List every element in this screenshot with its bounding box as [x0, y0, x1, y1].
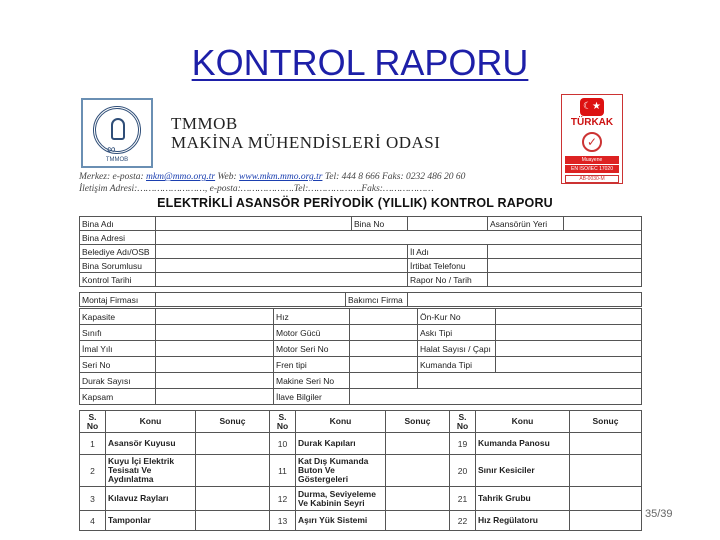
item-result [386, 433, 450, 455]
label-bina-no: Bina No [352, 217, 408, 231]
value-kapasite [156, 309, 274, 325]
item-result [196, 433, 270, 455]
label-makine-seri: Makine Seri No [274, 373, 350, 389]
table-row [80, 341, 642, 357]
item-result [196, 487, 270, 511]
value-aski-tipi [496, 325, 642, 341]
label-kumanda-tipi: Kumanda Tipi [418, 357, 496, 373]
value-hiz [350, 309, 418, 325]
value-ilave [350, 389, 642, 405]
inspection-items-table [79, 410, 642, 531]
form-title: ELEKTRİKLİ ASANSÖR PERİYODİK (YILLIK) KONTROL RAPORU [157, 196, 553, 210]
item-no: 1 [80, 433, 106, 455]
value-halat [496, 341, 642, 357]
header-konu: Konu [296, 411, 386, 433]
value-irtibat [488, 259, 642, 273]
logo-infinity-icon: ∞ [107, 142, 116, 156]
value-onkur [496, 309, 642, 325]
contact-prefix: Merkez: e-posta: [79, 172, 144, 182]
label-kapasite: Kapasite [80, 309, 156, 325]
turkak-accreditation-logo [561, 94, 623, 184]
label-motor-seri: Motor Seri No [274, 341, 350, 357]
contact-line-2: İletişim Adresi:……………………, e-posta:……………….Tel:……………….Faks:……………… [79, 184, 434, 194]
item-topic: Aşırı Yük Sistemi [296, 511, 386, 531]
table-row [80, 217, 642, 231]
label-il-adi: İl Adı [408, 245, 488, 259]
label-hiz: Hız [274, 309, 350, 325]
label-durak-sayisi: Durak Sayısı [80, 373, 156, 389]
item-result [570, 511, 642, 531]
organization-name [171, 114, 440, 152]
label-onkur: Ön-Kur No [418, 309, 496, 325]
header-konu: Konu [106, 411, 196, 433]
item-no: 4 [80, 511, 106, 531]
label-motor-gucu: Motor Gücü [274, 325, 350, 341]
item-no: 20 [450, 455, 476, 487]
contact-phone: Tel: 444 8 666 Faks: 0232 486 20 60 [324, 172, 466, 182]
turkak-code: AB-0030-M [565, 175, 619, 183]
item-no: 12 [270, 487, 296, 511]
org-line-1: TMMOB [171, 114, 238, 133]
technical-info-table [79, 308, 642, 405]
org-line-2: MAKİNA MÜHENDİSLERİ ODASI [171, 133, 441, 152]
item-topic: Sınır Kesiciler [476, 455, 570, 487]
value-fren-tipi [350, 357, 418, 373]
value-bina-sorumlusu [156, 259, 408, 273]
turkak-brand: TÜRKAK [570, 117, 614, 128]
label-bina-adi: Bina Adı [80, 217, 156, 231]
value-kontrol-tarihi [156, 273, 408, 287]
logo-caption: TMMOB [105, 157, 129, 163]
label-bakimci: Bakımcı Firma [346, 293, 408, 307]
table-row [80, 511, 642, 531]
contact-web-label: Web: [217, 172, 237, 182]
table-row [80, 273, 642, 287]
value-motor-gucu [350, 325, 418, 341]
value-seri-no [156, 357, 274, 373]
item-no: 22 [450, 511, 476, 531]
contact-email-link[interactable]: mkm@mmo.org.tr [146, 172, 216, 182]
value-makine-seri-extra [418, 373, 642, 389]
value-bina-adresi [156, 231, 642, 245]
slide-title-text: KONTROL RAPORU [191, 42, 529, 83]
report-document [75, 92, 645, 532]
table-row [80, 293, 642, 307]
table-row [80, 433, 642, 455]
label-ilave: İlave Bilgiler [274, 389, 350, 405]
header-konu: Konu [476, 411, 570, 433]
table-row [80, 245, 642, 259]
item-result [386, 487, 450, 511]
item-result [386, 511, 450, 531]
item-no: 2 [80, 455, 106, 487]
header-sonuc: Sonuç [386, 411, 450, 433]
logo-emblem-icon [111, 118, 125, 140]
label-bina-sorumlusu: Bina Sorumlusu [80, 259, 156, 273]
value-kumanda-tipi [496, 357, 642, 373]
item-result [196, 455, 270, 487]
item-result [386, 455, 450, 487]
label-kontrol-tarihi: Kontrol Tarihi [80, 273, 156, 287]
value-sinifi [156, 325, 274, 341]
item-topic: Durak Kapıları [296, 433, 386, 455]
checkmark-icon: ✓ [582, 132, 602, 152]
label-fren-tipi: Fren tipi [274, 357, 350, 373]
item-topic: Kılavuz Rayları [106, 487, 196, 511]
item-no: 11 [270, 455, 296, 487]
table-row [80, 231, 642, 245]
item-topic: Tahrik Grubu [476, 487, 570, 511]
label-aski-tipi: Askı Tipi [418, 325, 496, 341]
item-topic: Tamponlar [106, 511, 196, 531]
table-row [80, 309, 642, 325]
value-belediye [156, 245, 408, 259]
table-row [80, 389, 642, 405]
value-imal-yili [156, 341, 274, 357]
value-kapsam [156, 389, 274, 405]
contact-line-1 [79, 172, 465, 182]
header-sno: S. No [450, 411, 476, 433]
label-montaj: Montaj Firması [80, 293, 156, 307]
value-bina-adi [156, 217, 352, 231]
label-kapsam: Kapsam [80, 389, 156, 405]
item-result [570, 433, 642, 455]
value-motor-seri [350, 341, 418, 357]
label-sinifi: Sınıfı [80, 325, 156, 341]
label-rapor-no: Rapor No / Tarih [408, 273, 488, 287]
label-irtibat: İrtibat Telefonu [408, 259, 488, 273]
item-no: 10 [270, 433, 296, 455]
table-row [80, 357, 642, 373]
label-seri-no: Seri No [80, 357, 156, 373]
value-asansor-yeri [564, 217, 642, 231]
value-bina-no [408, 217, 488, 231]
turkak-band-2: EN ISO/IEC 17020 [565, 165, 619, 173]
firm-info-table [79, 292, 642, 307]
value-makine-seri [350, 373, 418, 389]
item-topic: Kuyu İçi Elektrik Tesisatı Ve Aydınlatma [106, 455, 196, 487]
page-number: 35/39 [645, 508, 673, 520]
value-bakimci [408, 293, 642, 307]
table-row [80, 325, 642, 341]
value-rapor-no [488, 273, 642, 287]
mmo-logo [81, 98, 153, 168]
item-topic: Hız Regülatoru [476, 511, 570, 531]
item-topic: Asansör Kuyusu [106, 433, 196, 455]
header-sonuc: Sonuç [196, 411, 270, 433]
contact-web-link[interactable]: www.mkm.mmo.org.tr [239, 172, 323, 182]
header-sno: S. No [80, 411, 106, 433]
item-result [570, 487, 642, 511]
table-row [80, 487, 642, 511]
item-no: 13 [270, 511, 296, 531]
table-header-row [80, 411, 642, 433]
header-sonuc: Sonuç [570, 411, 642, 433]
item-topic: Kat Dış Kumanda Buton Ve Göstergeleri [296, 455, 386, 487]
item-result [196, 511, 270, 531]
crescent-star-icon: ☾★ [580, 98, 604, 116]
item-no: 19 [450, 433, 476, 455]
label-asansor-yeri: Asansörün Yeri [488, 217, 564, 231]
label-belediye: Belediye Adı/OSB [80, 245, 156, 259]
item-topic: Kumanda Panosu [476, 433, 570, 455]
table-row [80, 455, 642, 487]
item-topic: Durma, Seviyeleme Ve Kabinin Seyri [296, 487, 386, 511]
value-montaj [156, 293, 346, 307]
table-row [80, 373, 642, 389]
label-halat: Halat Sayısı / Çapı [418, 341, 496, 357]
slide-title [0, 42, 720, 84]
value-il-adi [488, 245, 642, 259]
item-no: 21 [450, 487, 476, 511]
header-sno: S. No [270, 411, 296, 433]
item-no: 3 [80, 487, 106, 511]
turkak-band-1: Muayene [565, 156, 619, 164]
label-imal-yili: İmal Yılı [80, 341, 156, 357]
item-result [570, 455, 642, 487]
table-row [80, 259, 642, 273]
building-info-table [79, 216, 642, 287]
value-durak-sayisi [156, 373, 274, 389]
label-bina-adresi: Bina Adresi [80, 231, 156, 245]
